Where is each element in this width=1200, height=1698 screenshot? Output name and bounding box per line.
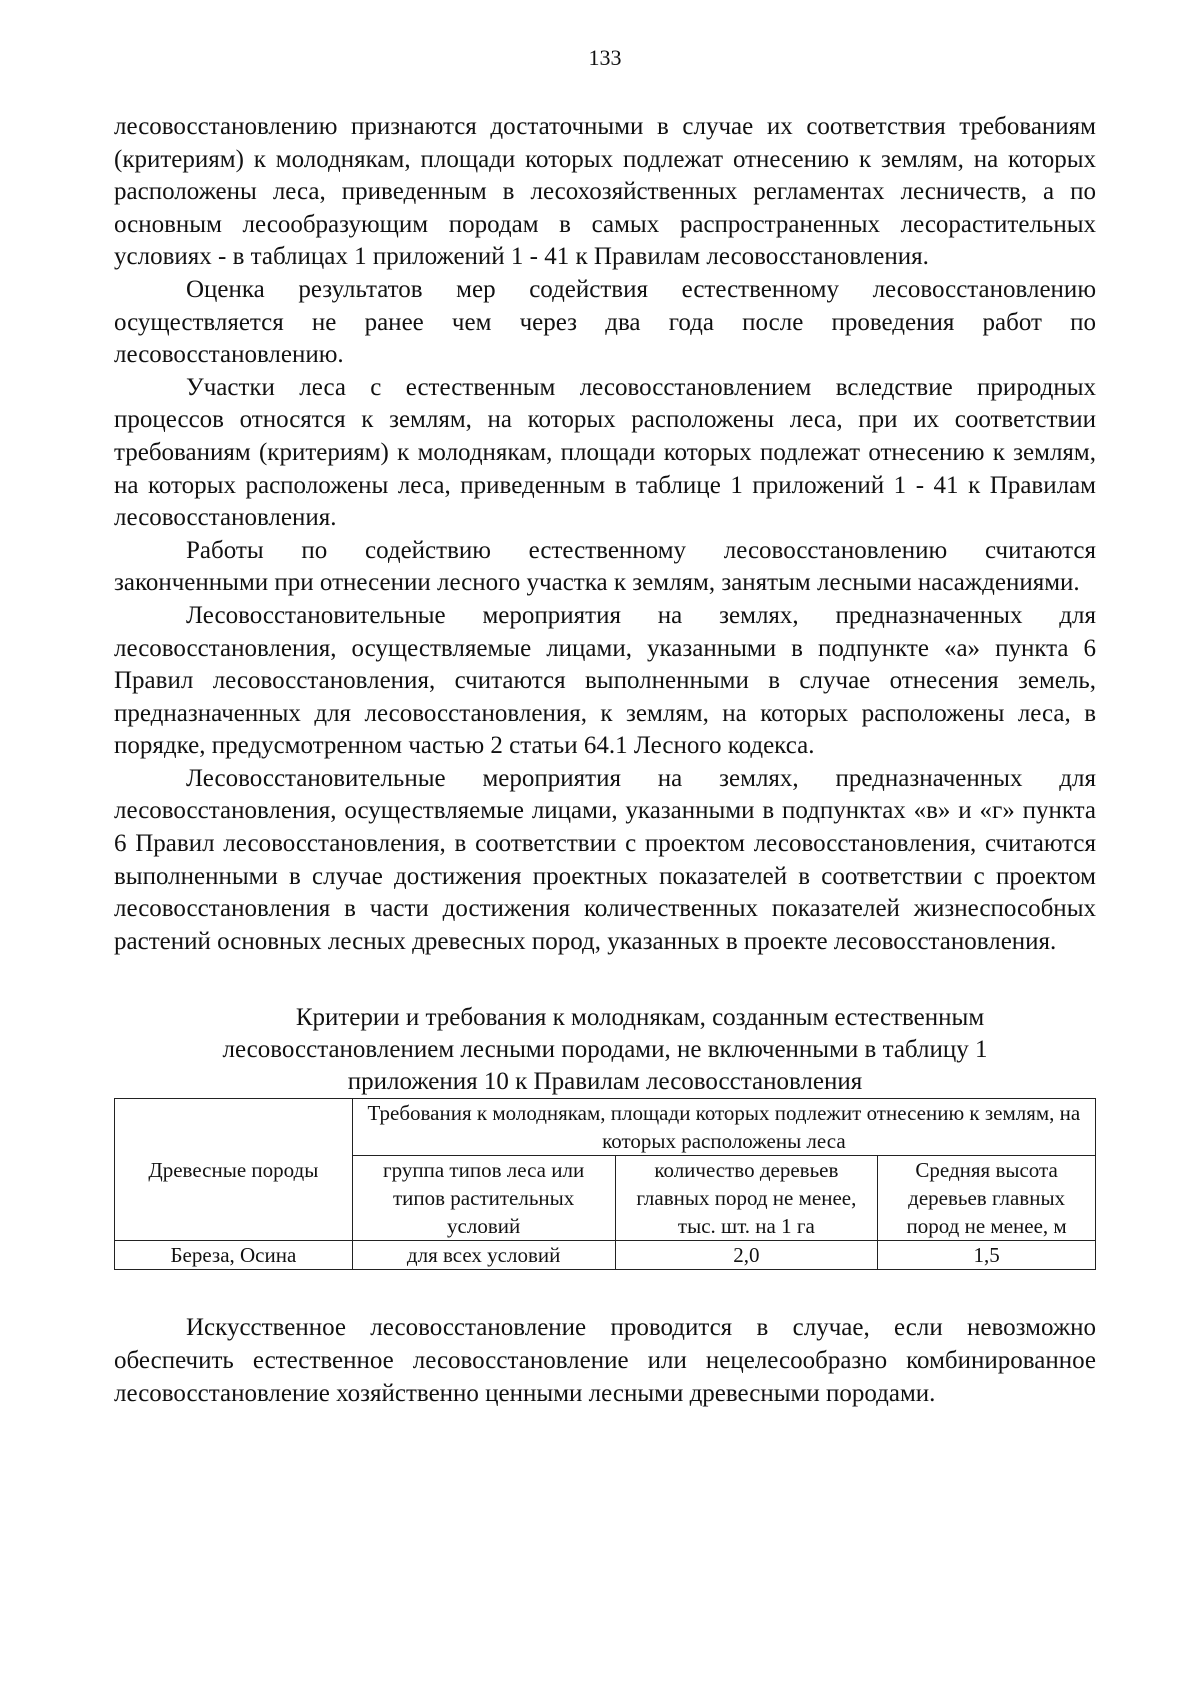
header-height: Средняя высота деревьев главных пород не менее, м (878, 1156, 1096, 1241)
body-text (114, 111, 1096, 958)
paragraph-measures-v-g: Лесовосстановительные мероприятия на землях, предназначенных для лесовосстановления, осуществляемые лицами, указанными в подпунктах «в» и «г» пункта 6 Правил лесовосстановления, в соответствии с проектом лесовосстановления, считаются выполненными в случае достижения проектных показателей в соответствии с проектом лесовосстановления в части достижения количественных показателей жизнеспособных растений основных лесных древесных пород, указанных в проекте лесовосстановления. (114, 764, 1096, 955)
cell-forest-type: для всех условий (352, 1241, 615, 1270)
header-tree-count: количество деревьев главных пород не менее, тыс. шт. на 1 га (615, 1156, 878, 1241)
paragraph-measures-a: Лесовосстановительные мероприятия на землях, предназначенных для лесовосстановления, осуществляемые лицами, указанными в подпункте «а» пункта 6 Правил лесовосстановления, считаются выполненными в случае отнесения земель, предназначенных для лесовосстановления, к землям, на которых расположены леса, в порядке, предусмотренном частью 2 статьи 64.1 Лесного кодекса. (114, 601, 1096, 760)
body-text-after-table (114, 1312, 1096, 1410)
paragraph-continuation: лесовосстановлению признаются достаточными в случае их соответствия требованиям (критериям) к молоднякам, площади которых подлежат отнесению к землям, на которых расположены леса, приведенным в лесохозяйственных регламентах лесничеств, а по основным лесообразующим породам в самых распространенных лесорастительных условиях - в таблицах 1 приложений 1 - 41 к Правилам лесовосстановления. (114, 113, 1096, 271)
table-title-line: Критерии и требования к молоднякам, созданным естественным (295, 1004, 985, 1032)
table-row (115, 1241, 1096, 1270)
header-forest-type: группа типов леса или типов растительных условий (352, 1156, 615, 1241)
header-requirements: Требования к молоднякам, площади которых подлежит отнесению к землям, на которых расположены леса (352, 1099, 1095, 1156)
page-number: 133 (588, 45, 622, 70)
paragraph-natural-regeneration: Участки леса с естественным лесовосстановлением вследствие природных процессов относятся к землям, на которых расположены леса, при их соответствии требованиям (критериям) к молоднякам, площади которых подлежат отнесению к землям, на которых расположены леса, приведенным в таблице 1 приложений 1 - 41 к Правилам лесовосстановления. (114, 373, 1096, 532)
header-species: Древесные породы (115, 1099, 353, 1241)
table-title (114, 1002, 1096, 1098)
paragraph-assessment: Оценка результатов мер содействия естественному лесовосстановлению осуществляется не ранее чем через два года после проведения работ по лесовосстановлению. (114, 275, 1096, 369)
table-header-row (115, 1099, 1096, 1156)
table-title-line: приложения 10 к Правилам лесовосстановления (347, 1068, 863, 1096)
cell-species: Береза, Осина (115, 1241, 353, 1270)
table-title-line: лесовосстановлением лесными породами, не включенными в таблицу 1 (222, 1036, 988, 1064)
paragraph-artificial-regeneration: Искусственное лесовосстановление проводится в случае, если невозможно обеспечить естественное лесовосстановление или нецелесообразно комбинированное лесовосстановление хозяйственно ценными лесными древесными породами. (114, 1314, 1096, 1407)
paragraph-works-completed: Работы по содействию естественному лесовосстановлению считаются законченными при отнесении лесного участка к землям, занятым лесными насаждениями. (114, 536, 1096, 597)
cell-tree-count: 2,0 (615, 1241, 878, 1270)
criteria-table (114, 1098, 1096, 1270)
cell-height: 1,5 (878, 1241, 1096, 1270)
